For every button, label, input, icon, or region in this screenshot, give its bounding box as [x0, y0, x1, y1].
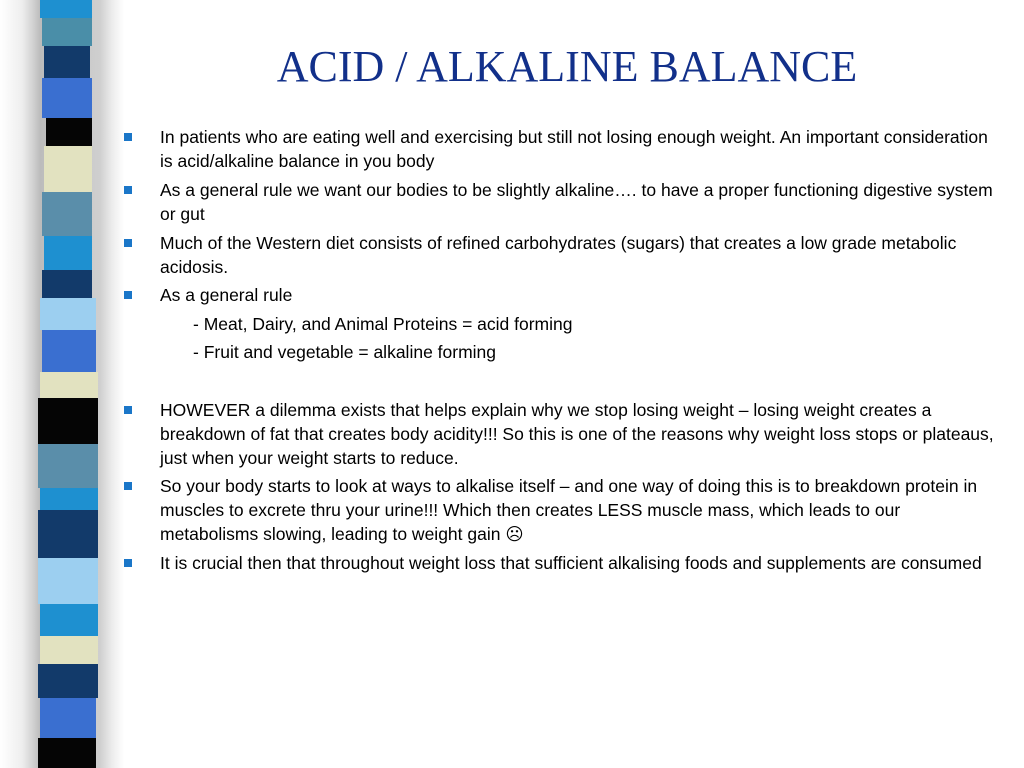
square-bullet-icon	[124, 406, 132, 414]
square-bullet-icon	[124, 239, 132, 247]
bullet-item: HOWEVER a dilemma exists that helps explain why we stop losing weight – losing weight creates a breakdown of fat that creates body acidity!!! So this is one of the reasons why weight loss stops or plateaus, just when your weight starts to reduce.	[160, 400, 994, 468]
square-bullet-icon	[124, 291, 132, 299]
bullet-item: So your body starts to look at ways to alkalise itself – and one way of doing this is to breakdown protein in muscles to excrete thru your urine!!! Which then creates LESS muscle mass, which leads to our metabolisms slowing, leading to weight gain ☹	[160, 476, 978, 544]
bullet-item: As a general rule we want our bodies to be slightly alkaline…. to have a proper functioning digestive system or gut	[160, 180, 993, 224]
slide-title: ACID / ALKALINE BALANCE	[276, 42, 858, 91]
bullet-item: In patients who are eating well and exercising but still not losing enough weight. An important consideration is acid/alkaline balance in you body	[160, 127, 988, 171]
square-bullet-icon	[124, 482, 132, 490]
sub-item: - Fruit and vegetable = alkaline forming	[193, 342, 497, 362]
bullet-item: It is crucial then that throughout weight loss that sufficient alkalising foods and supplements are consumed	[160, 553, 982, 573]
bullet-item: As a general rule	[160, 285, 293, 305]
sub-item: - Meat, Dairy, and Animal Proteins = acid forming	[193, 314, 573, 334]
square-bullet-icon	[124, 559, 132, 567]
square-bullet-icon	[124, 133, 132, 141]
square-bullet-icon	[124, 186, 132, 194]
bullet-item: Much of the Western diet consists of refined carbohydrates (sugars) that creates a low grade metabolic acidosis.	[160, 233, 957, 277]
